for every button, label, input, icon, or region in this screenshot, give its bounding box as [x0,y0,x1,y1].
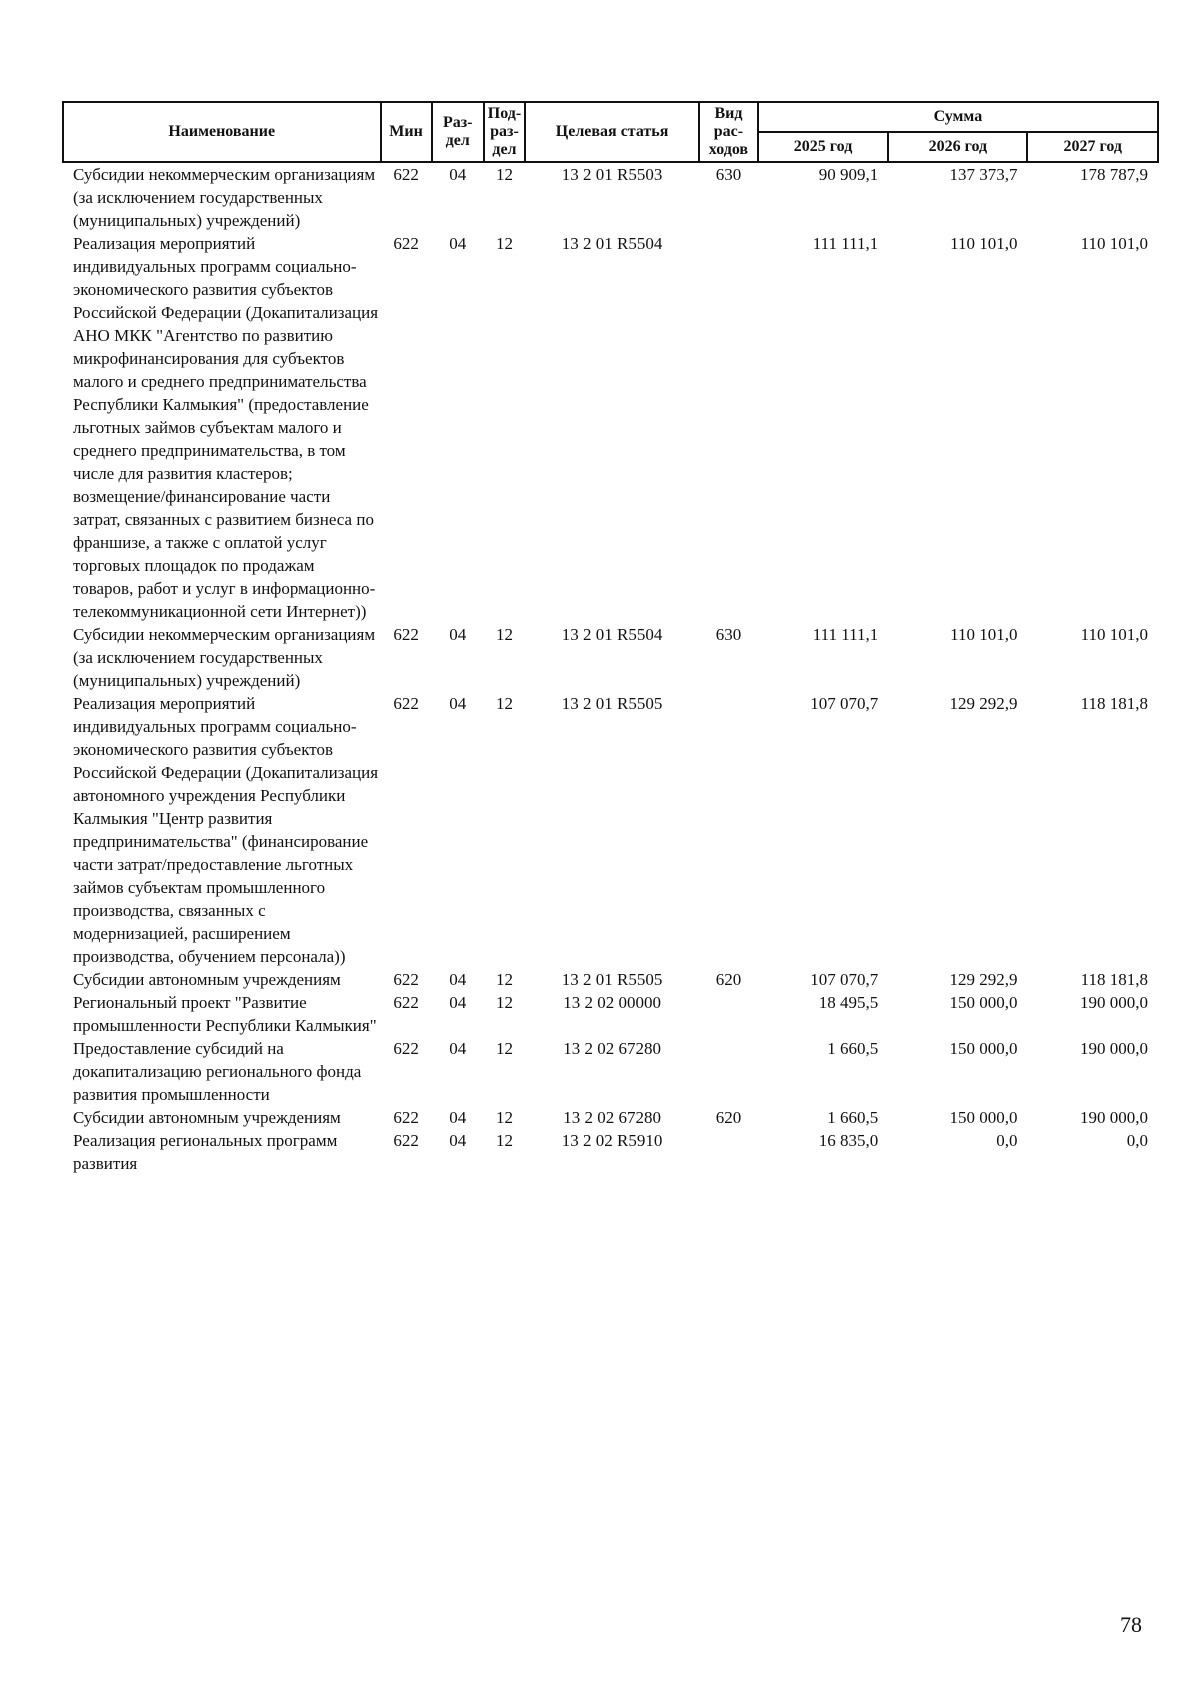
row-min: 622 [393,165,419,184]
row-vid [699,991,758,1037]
row-2027: 118 181,8 [1080,694,1148,713]
table-body [63,162,1158,1175]
row-2027: 178 787,9 [1080,165,1148,184]
row-name: Реализация мероприятий индивидуальных программ социально-экономического развития субъектов Российской Федерации (Докапитализация автономного учреждения Республики Калмыкия "Центр развития предпринимательства" (финансирование части затрат/предоставление льготных займов субъектам промышленного производства, связанных с модернизацией, расширением производства, обучением персонала)) [73,694,379,966]
header-razdel: Раз-дел [432,102,484,162]
row-name: Субсидии некоммерческим организациям (за исключением государственных (муниципальных) учреждений) [73,625,376,690]
row-target: 13 2 01 R5505 [561,694,663,713]
row-vid: 620 [715,1108,742,1127]
row-razdel: 04 [449,625,467,644]
row-min: 622 [393,694,419,713]
row-target: 13 2 01 R5504 [561,625,663,644]
row-name: Субсидии автономным учреждениям [73,1108,341,1127]
budget-table [62,101,1159,1175]
row-name: Региональный проект "Развитие промышленности Республики Калмыкия" [73,993,377,1035]
row-name: Субсидии автономным учреждениям [73,970,341,989]
row-vid: 630 [715,625,742,644]
header-podrazdel: Под-раз-дел [484,102,525,162]
row-2026: 150 000,0 [949,1108,1018,1127]
row-2026: 0,0 [996,1131,1018,1150]
header-2027: 2027 год [1027,132,1158,162]
row-target: 13 2 02 67280 [563,1039,661,1058]
row-min: 622 [393,625,419,644]
row-2027: 190 000,0 [1080,1108,1148,1127]
row-2026: 110 101,0 [950,234,1018,253]
row-target: 13 2 01 R5505 [561,970,663,989]
row-razdel: 04 [449,165,467,184]
row-2026: 150 000,0 [949,1039,1018,1058]
row-vid [699,692,758,968]
row-2026: 129 292,9 [949,694,1018,713]
row-2025: 107 070,7 [810,694,879,713]
row-vid: 620 [715,970,742,989]
row-2025: 90 909,1 [818,165,879,184]
row-2026: 150 000,0 [949,993,1018,1012]
header-2026: 2026 год [888,132,1027,162]
row-2025: 16 835,0 [818,1131,879,1150]
row-vid [699,232,758,623]
row-2026: 137 373,7 [949,165,1018,184]
row-vid: 630 [715,165,742,184]
table-row [63,1037,1158,1106]
page-number: 78 [1120,1612,1142,1637]
row-podrazdel: 12 [495,625,513,644]
row-2026: 129 292,9 [949,970,1018,989]
row-razdel: 04 [449,234,467,253]
row-2027: 118 181,8 [1080,970,1148,989]
table-row [63,162,1158,232]
header-min: Мин [381,102,432,162]
row-2027: 110 101,0 [1080,625,1148,644]
row-2025: 111 111,1 [812,625,879,644]
row-target: 13 2 02 67280 [563,1108,661,1127]
row-min: 622 [393,970,419,989]
row-vid [699,1129,758,1175]
row-min: 622 [393,1131,419,1150]
row-podrazdel: 12 [495,1039,513,1058]
row-min: 622 [393,1039,419,1058]
row-min: 622 [393,1108,419,1127]
header-vid: Вид рас-ходов [699,102,758,162]
row-razdel: 04 [449,1108,467,1127]
table-row [63,692,1158,968]
row-2025: 1 660,5 [827,1108,879,1127]
row-target: 13 2 01 R5503 [561,165,663,184]
row-2025: 1 660,5 [827,1039,879,1058]
row-2025: 107 070,7 [810,970,879,989]
row-2027: 0,0 [1126,1131,1148,1150]
row-razdel: 04 [449,1039,467,1058]
row-name: Реализация региональных программ развития [73,1131,338,1173]
table-row [63,623,1158,692]
header-target: Целевая статья [525,102,699,162]
header-name: Наименование [63,102,381,162]
row-podrazdel: 12 [495,993,513,1012]
row-2027: 190 000,0 [1080,1039,1148,1058]
table-row [63,1106,1158,1129]
table-row [63,232,1158,623]
row-podrazdel: 12 [495,234,513,253]
row-name: Предоставление субсидий на докапитализацию регионального фонда развития промышленности [73,1039,362,1104]
row-2025: 18 495,5 [818,993,879,1012]
row-name: Реализация мероприятий индивидуальных программ социально-экономического развития субъектов Российской Федерации (Докапитализация АНО МКК "Агентство по развитию микрофинансирования для субъектов малого и среднего предпринимательства Республики Калмыкия" (предоставление льготных займов субъектам малого и среднего предпринимательства, в том числе для развития кластеров; возмещение/финансирование части затрат, связанных с развитием бизнеса по франшизе, а также с оплатой услуг торговых площадок по продажам товаров, работ и услуг в информационно-телекоммуникационной сети Интернет)) [73,234,379,621]
row-vid [699,1037,758,1106]
row-razdel: 04 [449,694,467,713]
row-podrazdel: 12 [495,165,513,184]
row-razdel: 04 [449,970,467,989]
table-row [63,968,1158,991]
header-2025: 2025 год [758,132,888,162]
row-razdel: 04 [449,1131,467,1150]
table-row [63,1129,1158,1175]
table-row [63,991,1158,1037]
row-target: 13 2 02 R5910 [561,1131,663,1150]
row-podrazdel: 12 [495,970,513,989]
row-target: 13 2 01 R5504 [561,234,663,253]
row-min: 622 [393,234,419,253]
row-podrazdel: 12 [495,694,513,713]
row-razdel: 04 [449,993,467,1012]
header-sum: Сумма [758,102,1158,132]
row-2026: 110 101,0 [950,625,1018,644]
row-target: 13 2 02 00000 [563,993,661,1012]
row-podrazdel: 12 [495,1108,513,1127]
row-2025: 111 111,1 [812,234,879,253]
row-2027: 190 000,0 [1080,993,1148,1012]
row-name: Субсидии некоммерческим организациям (за исключением государственных (муниципальных) учреждений) [73,165,376,230]
row-min: 622 [393,993,419,1012]
row-2027: 110 101,0 [1080,234,1148,253]
row-podrazdel: 12 [495,1131,513,1150]
